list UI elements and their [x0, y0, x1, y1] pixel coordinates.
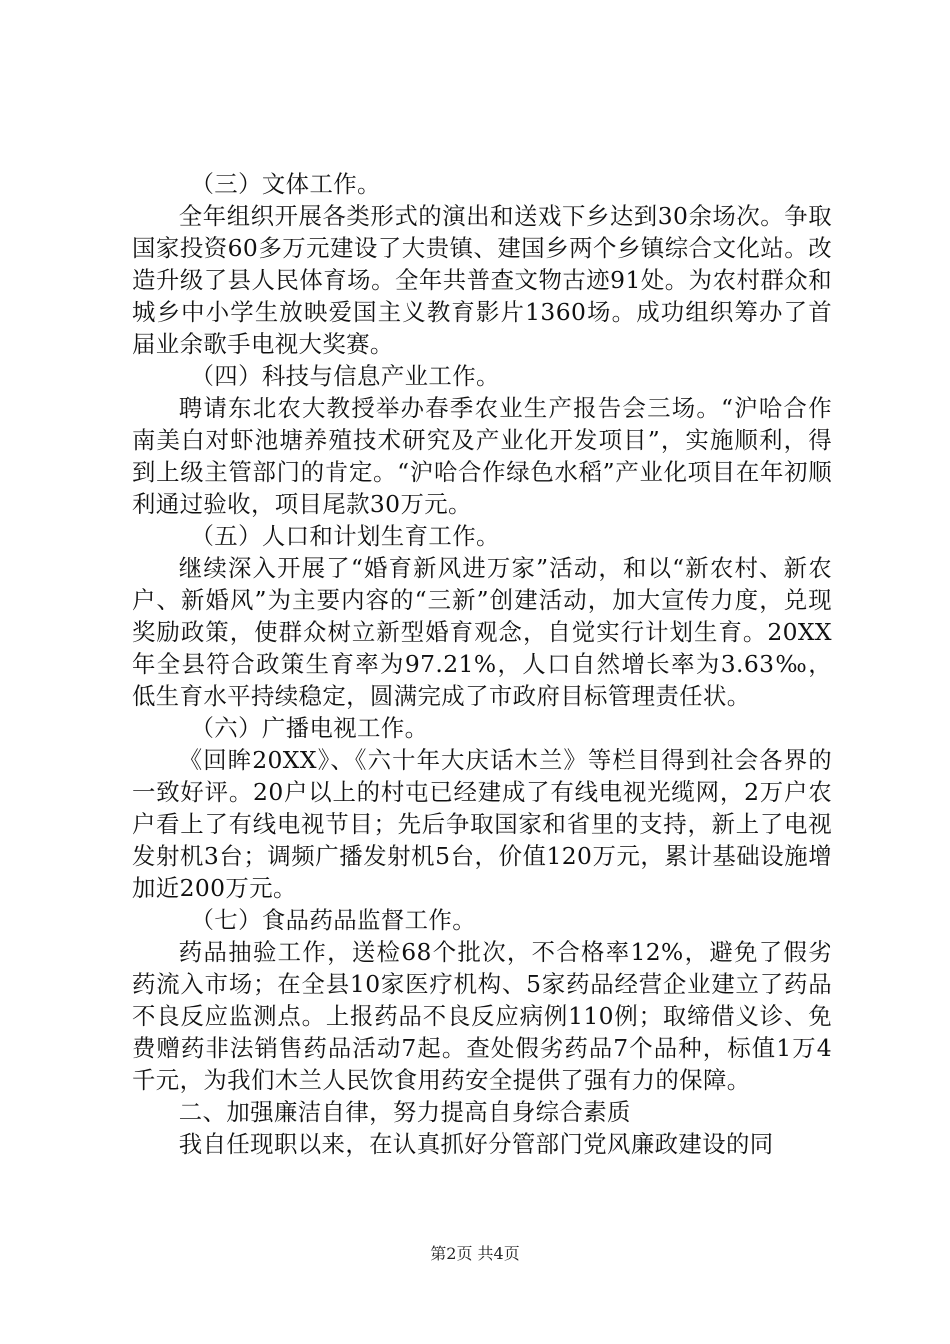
- section-heading-broadcasting: （六）广播电视工作。: [190, 714, 429, 742]
- document-body: [132, 168, 832, 1160]
- section-body-broadcasting: 《回眸20XX》、《六十年大庆话木兰》等栏目得到社会各界的一致好评。20户以上的村屯已经建成了有线电视光缆网，2万户农户看上了有线电视节目；先后争取国家和省里的支持，新上了电视发射机3台；调频广播发射机5台，价值120万元，累计基础设施增加近200万元。: [132, 746, 832, 902]
- section-heading-food-drug: （七）食品药品监督工作。: [190, 906, 476, 934]
- section-heading-culture-sports: （三）文体工作。: [190, 170, 381, 198]
- page-number-footer: 第2页 共4页: [430, 1244, 520, 1263]
- section-body-science-tech: 聘请东北农大教授举办春季农业生产报告会三场。“沪哈合作南美白对虾池塘养殖技术研究及产业化开发项目”，实施顺利，得到上级主管部门的肯定。“沪哈合作绿色水稻”产业化项目在年初顺利通过验收，项目尾款30万元。: [132, 394, 832, 518]
- section-body-food-drug: 药品抽验工作，送检68个批次，不合格率12%，避免了假劣药流入市场；在全县10家医疗机构、5家药品经营企业建立了药品不良反应监测点。上报药品不良反应病例110例；取缔借义诊、免费赠药非法销售药品活动7起。查处假劣药品7个品种，标值1万4千元，为我们木兰人民饮食用药安全提供了强有力的保障。: [132, 938, 832, 1094]
- section-body-population-planning: 继续深入开展了“婚育新风进万家”活动，和以“新农村、新农户、新婚风”为主要内容的“三新”创建活动，加大宣传力度，兑现奖励政策，使群众树立新型婚育观念，自觉实行计划生育。20XX年全县符合政策生育率为97.21%，人口自然增长率为3.63‰，低生育水平持续稳定，圆满完成了市政府目标管理责任状。: [132, 554, 832, 710]
- closing-paragraph: 我自任现职以来，在认真抓好分管部门党风廉政建设的同: [178, 1130, 774, 1158]
- section-body-culture-sports: 全年组织开展各类形式的演出和送戏下乡达到30余场次。争取国家投资60多万元建设了大贵镇、建国乡两个乡镇综合文化站。改造升级了县人民体育场。全年共普查文物古迹91处。为农村群众和城乡中小学生放映爱国主义教育影片1360场。成功组织筹办了首届业余歌手电视大奖赛。: [132, 202, 832, 358]
- section-heading-population-planning: （五）人口和计划生育工作。: [190, 522, 500, 550]
- part-two-heading: 二、加强廉洁自律，努力提高自身综合素质: [178, 1098, 631, 1126]
- section-heading-science-tech: （四）科技与信息产业工作。: [190, 362, 500, 390]
